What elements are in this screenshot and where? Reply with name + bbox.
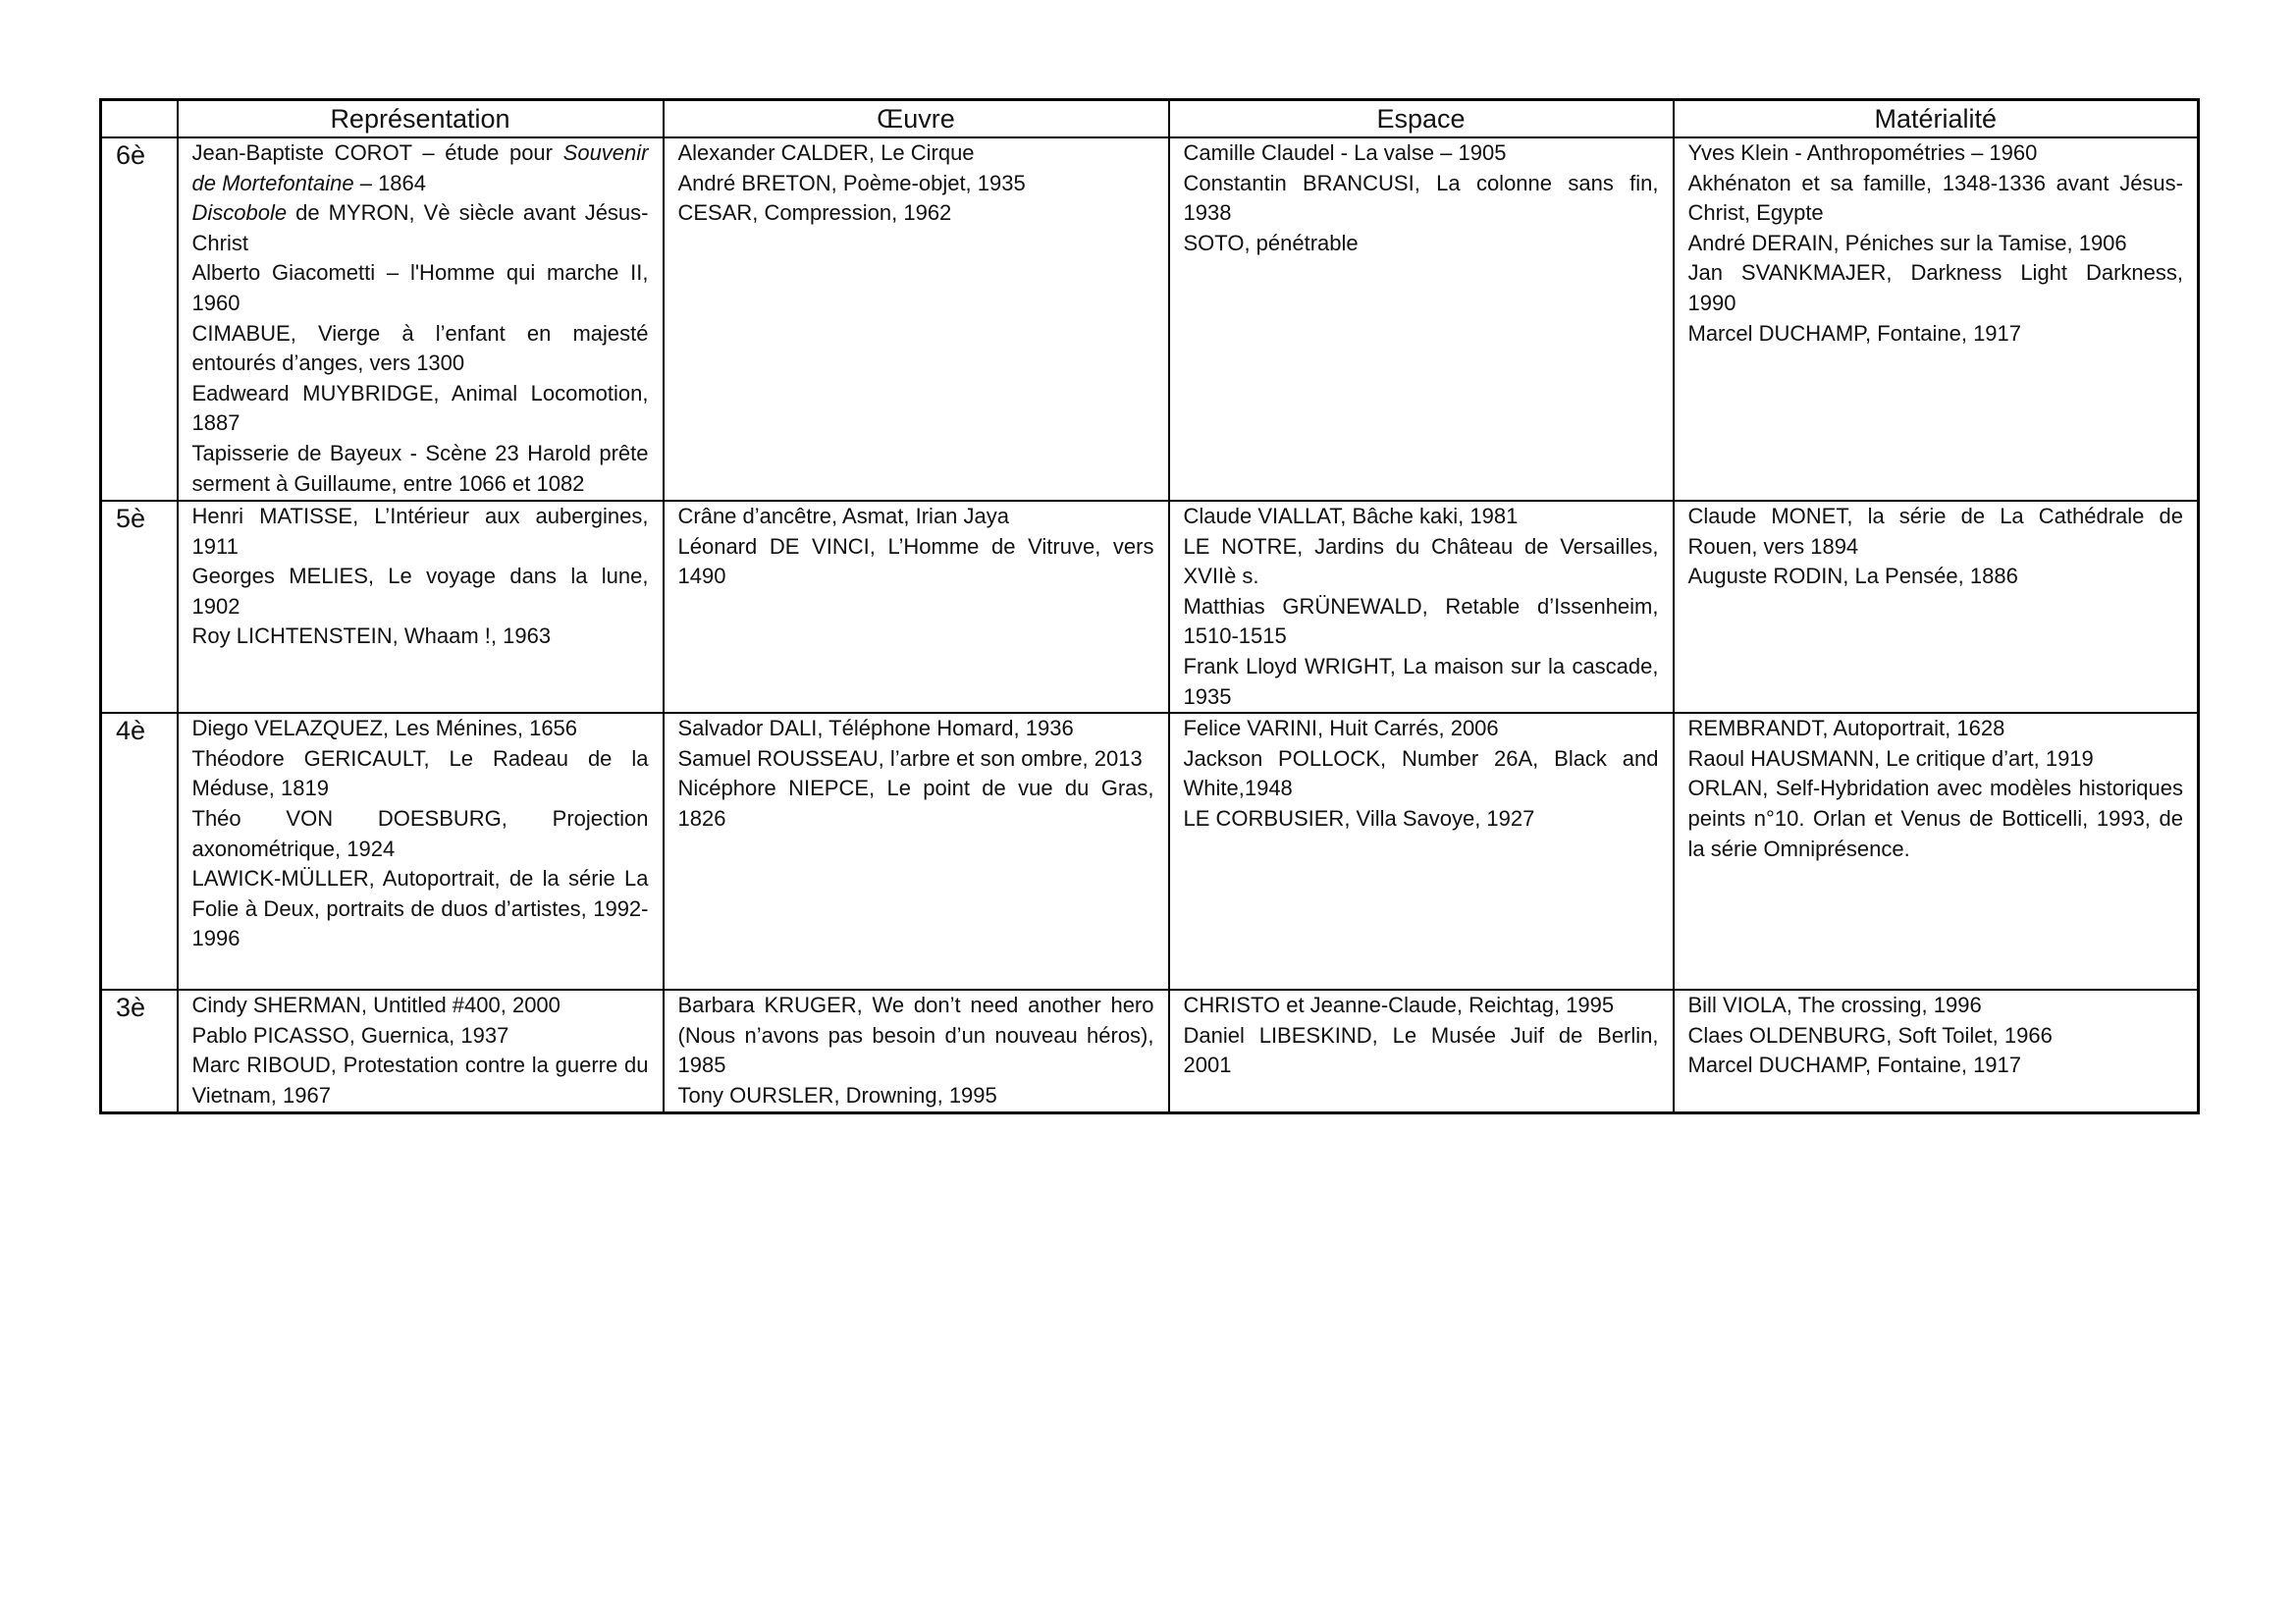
- entry: CIMABUE, Vierge à l’enfant en majesté entourés d’anges, vers 1300: [191, 320, 649, 376]
- entry: Cindy SHERMAN, Untitled #400, 2000: [191, 993, 561, 1018]
- entry: Alberto Giacometti – l'Homme qui marche II, 1960: [191, 260, 649, 315]
- entry: Claes OLDENBURG, Soft Toilet, 1966: [1687, 1022, 2053, 1048]
- entry: Eadweard MUYBRIDGE, Animal Locomotion, 1887: [191, 380, 649, 436]
- representation-cell: [178, 713, 664, 990]
- representation-cell: [178, 990, 664, 1112]
- entry: Claude MONET, la série de La Cathédrale de Rouen, vers 1894: [1687, 504, 2183, 559]
- entry: REMBRANDT, Autoportrait, 1628: [1687, 716, 2005, 741]
- entry: Tony OURSLER, Drowning, 1995: [677, 1082, 997, 1108]
- entry: Diego VELAZQUEZ, Les Ménines, 1656: [191, 716, 578, 741]
- entry: Marc RIBOUD, Protestation contre la guerre du Vietnam, 1967: [191, 1053, 649, 1108]
- materialite-cell: [1674, 137, 2199, 501]
- entry: André BRETON, Poème-objet, 1935: [677, 170, 1026, 195]
- entry: Discobole de MYRON, Vè siècle avant Jésus-Christ: [191, 200, 649, 255]
- entry: Matthias GRÜNEWALD, Retable d’Issenheim, 1510-1515: [1183, 593, 1659, 649]
- entry: Marcel DUCHAMP, Fontaine, 1917: [1687, 1053, 2022, 1078]
- entry: Frank Lloyd WRIGHT, La maison sur la cascade, 1935: [1183, 653, 1659, 709]
- espace-cell: [1169, 990, 1674, 1112]
- table-row-5e: [101, 501, 2199, 713]
- header-materialite: Matérialité: [1674, 100, 2199, 138]
- entry: Raoul HAUSMANN, Le critique d’art, 1919: [1687, 745, 2094, 771]
- entry: LE CORBUSIER, Villa Savoye, 1927: [1183, 805, 1535, 831]
- entry: Alexander CALDER, Le Cirque: [677, 140, 975, 165]
- materialite-cell: [1674, 990, 2199, 1112]
- entry: Claude VIALLAT, Bâche kaki, 1981: [1183, 504, 1519, 528]
- oeuvre-cell: [664, 501, 1169, 713]
- oeuvre-cell: [664, 713, 1169, 990]
- level-cell: 6è: [101, 137, 178, 501]
- entry: Bill VIOLA, The crossing, 1996: [1687, 993, 1982, 1018]
- entry: Akhénaton et sa famille, 1348-1336 avant Jésus-Christ, Egypte: [1687, 170, 2183, 226]
- entry: Salvador DALI, Téléphone Homard, 1936: [677, 716, 1074, 741]
- table-row-3e: [101, 990, 2199, 1112]
- entry: Henri MATISSE, L’Intérieur aux aubergines, 1911: [191, 504, 649, 559]
- level-cell: 5è: [101, 501, 178, 713]
- table-row-4e: [101, 713, 2199, 990]
- entry: Jan SVANKMAJER, Darkness Light Darkness, 1990: [1687, 260, 2183, 315]
- materialite-cell: [1674, 501, 2199, 713]
- oeuvre-cell: [664, 137, 1169, 501]
- header-level: [101, 100, 178, 138]
- entry: Léonard DE VINCI, L’Homme de Vitruve, vers 1490: [677, 533, 1154, 589]
- entry: Tapisserie de Bayeux - Scène 23 Harold prête serment à Guillaume, entre 1066 et 1082: [191, 440, 649, 496]
- entry: Jean-Baptiste COROT – étude pour Souvenir de Mortefontaine – 1864: [191, 140, 649, 195]
- entry: Camille Claudel - La valse – 1905: [1183, 140, 1507, 165]
- entry: ORLAN, Self-Hybridation avec modèles historiques peints n°10. Orlan et Venus de Botticelli, 1993, de la série Omniprésence.: [1687, 776, 2183, 861]
- espace-cell: [1169, 501, 1674, 713]
- entry: Barbara KRUGER, We don’t need another hero (Nous n’avons pas besoin d’un nouveau héros), 1985: [677, 993, 1154, 1078]
- entry: Georges MELIES, Le voyage dans la lune, 1902: [191, 564, 649, 619]
- table-row-6e: [101, 137, 2199, 501]
- level-cell: 3è: [101, 990, 178, 1112]
- entry: Crâne d’ancêtre, Asmat, Irian Jaya: [677, 504, 1009, 528]
- entry: Samuel ROUSSEAU, l’arbre et son ombre, 2013: [677, 745, 1143, 771]
- oeuvre-cell: [664, 990, 1169, 1112]
- entry: Felice VARINI, Huit Carrés, 2006: [1183, 716, 1499, 741]
- entry: CESAR, Compression, 1962: [677, 200, 952, 226]
- espace-cell: [1169, 713, 1674, 990]
- entry: Jackson POLLOCK, Number 26A, Black and White,1948: [1183, 745, 1659, 801]
- entry: André DERAIN, Péniches sur la Tamise, 1906: [1687, 230, 2127, 255]
- entry: Roy LICHTENSTEIN, Whaam !, 1963: [191, 623, 552, 649]
- materialite-cell: [1674, 713, 2199, 990]
- entry: LAWICK-MÜLLER, Autoportrait, de la série La Folie à Deux, portraits de duos d’artistes, 1992-1996: [191, 866, 649, 951]
- header-representation: Représentation: [178, 100, 664, 138]
- entry: Théodore GERICAULT, Le Radeau de la Méduse, 1819: [191, 745, 649, 801]
- header-espace: Espace: [1169, 100, 1674, 138]
- artworks-table: [99, 98, 2200, 1114]
- entry: Constantin BRANCUSI, La colonne sans fin, 1938: [1183, 170, 1659, 226]
- entry: LE NOTRE, Jardins du Château de Versailles, XVIIè s.: [1183, 533, 1659, 589]
- espace-cell: [1169, 137, 1674, 501]
- representation-cell: [178, 501, 664, 713]
- entry: Yves Klein - Anthropométries – 1960: [1687, 140, 2038, 165]
- entry: Auguste RODIN, La Pensée, 1886: [1687, 564, 2018, 589]
- entry: CHRISTO et Jeanne-Claude, Reichtag, 1995: [1183, 993, 1615, 1018]
- entry: Théo VON DOESBURG, Projection axonométrique, 1924: [191, 805, 649, 861]
- entry: Pablo PICASSO, Guernica, 1937: [191, 1022, 509, 1048]
- level-cell: 4è: [101, 713, 178, 990]
- entry: Nicéphore NIEPCE, Le point de vue du Gras, 1826: [677, 776, 1154, 831]
- entry: SOTO, pénétrable: [1183, 230, 1359, 255]
- entry: Daniel LIBESKIND, Le Musée Juif de Berlin, 2001: [1183, 1022, 1659, 1078]
- header-row: [101, 100, 2199, 138]
- header-oeuvre: Œuvre: [664, 100, 1169, 138]
- representation-cell: [178, 137, 664, 501]
- entry: Marcel DUCHAMP, Fontaine, 1917: [1687, 320, 2022, 346]
